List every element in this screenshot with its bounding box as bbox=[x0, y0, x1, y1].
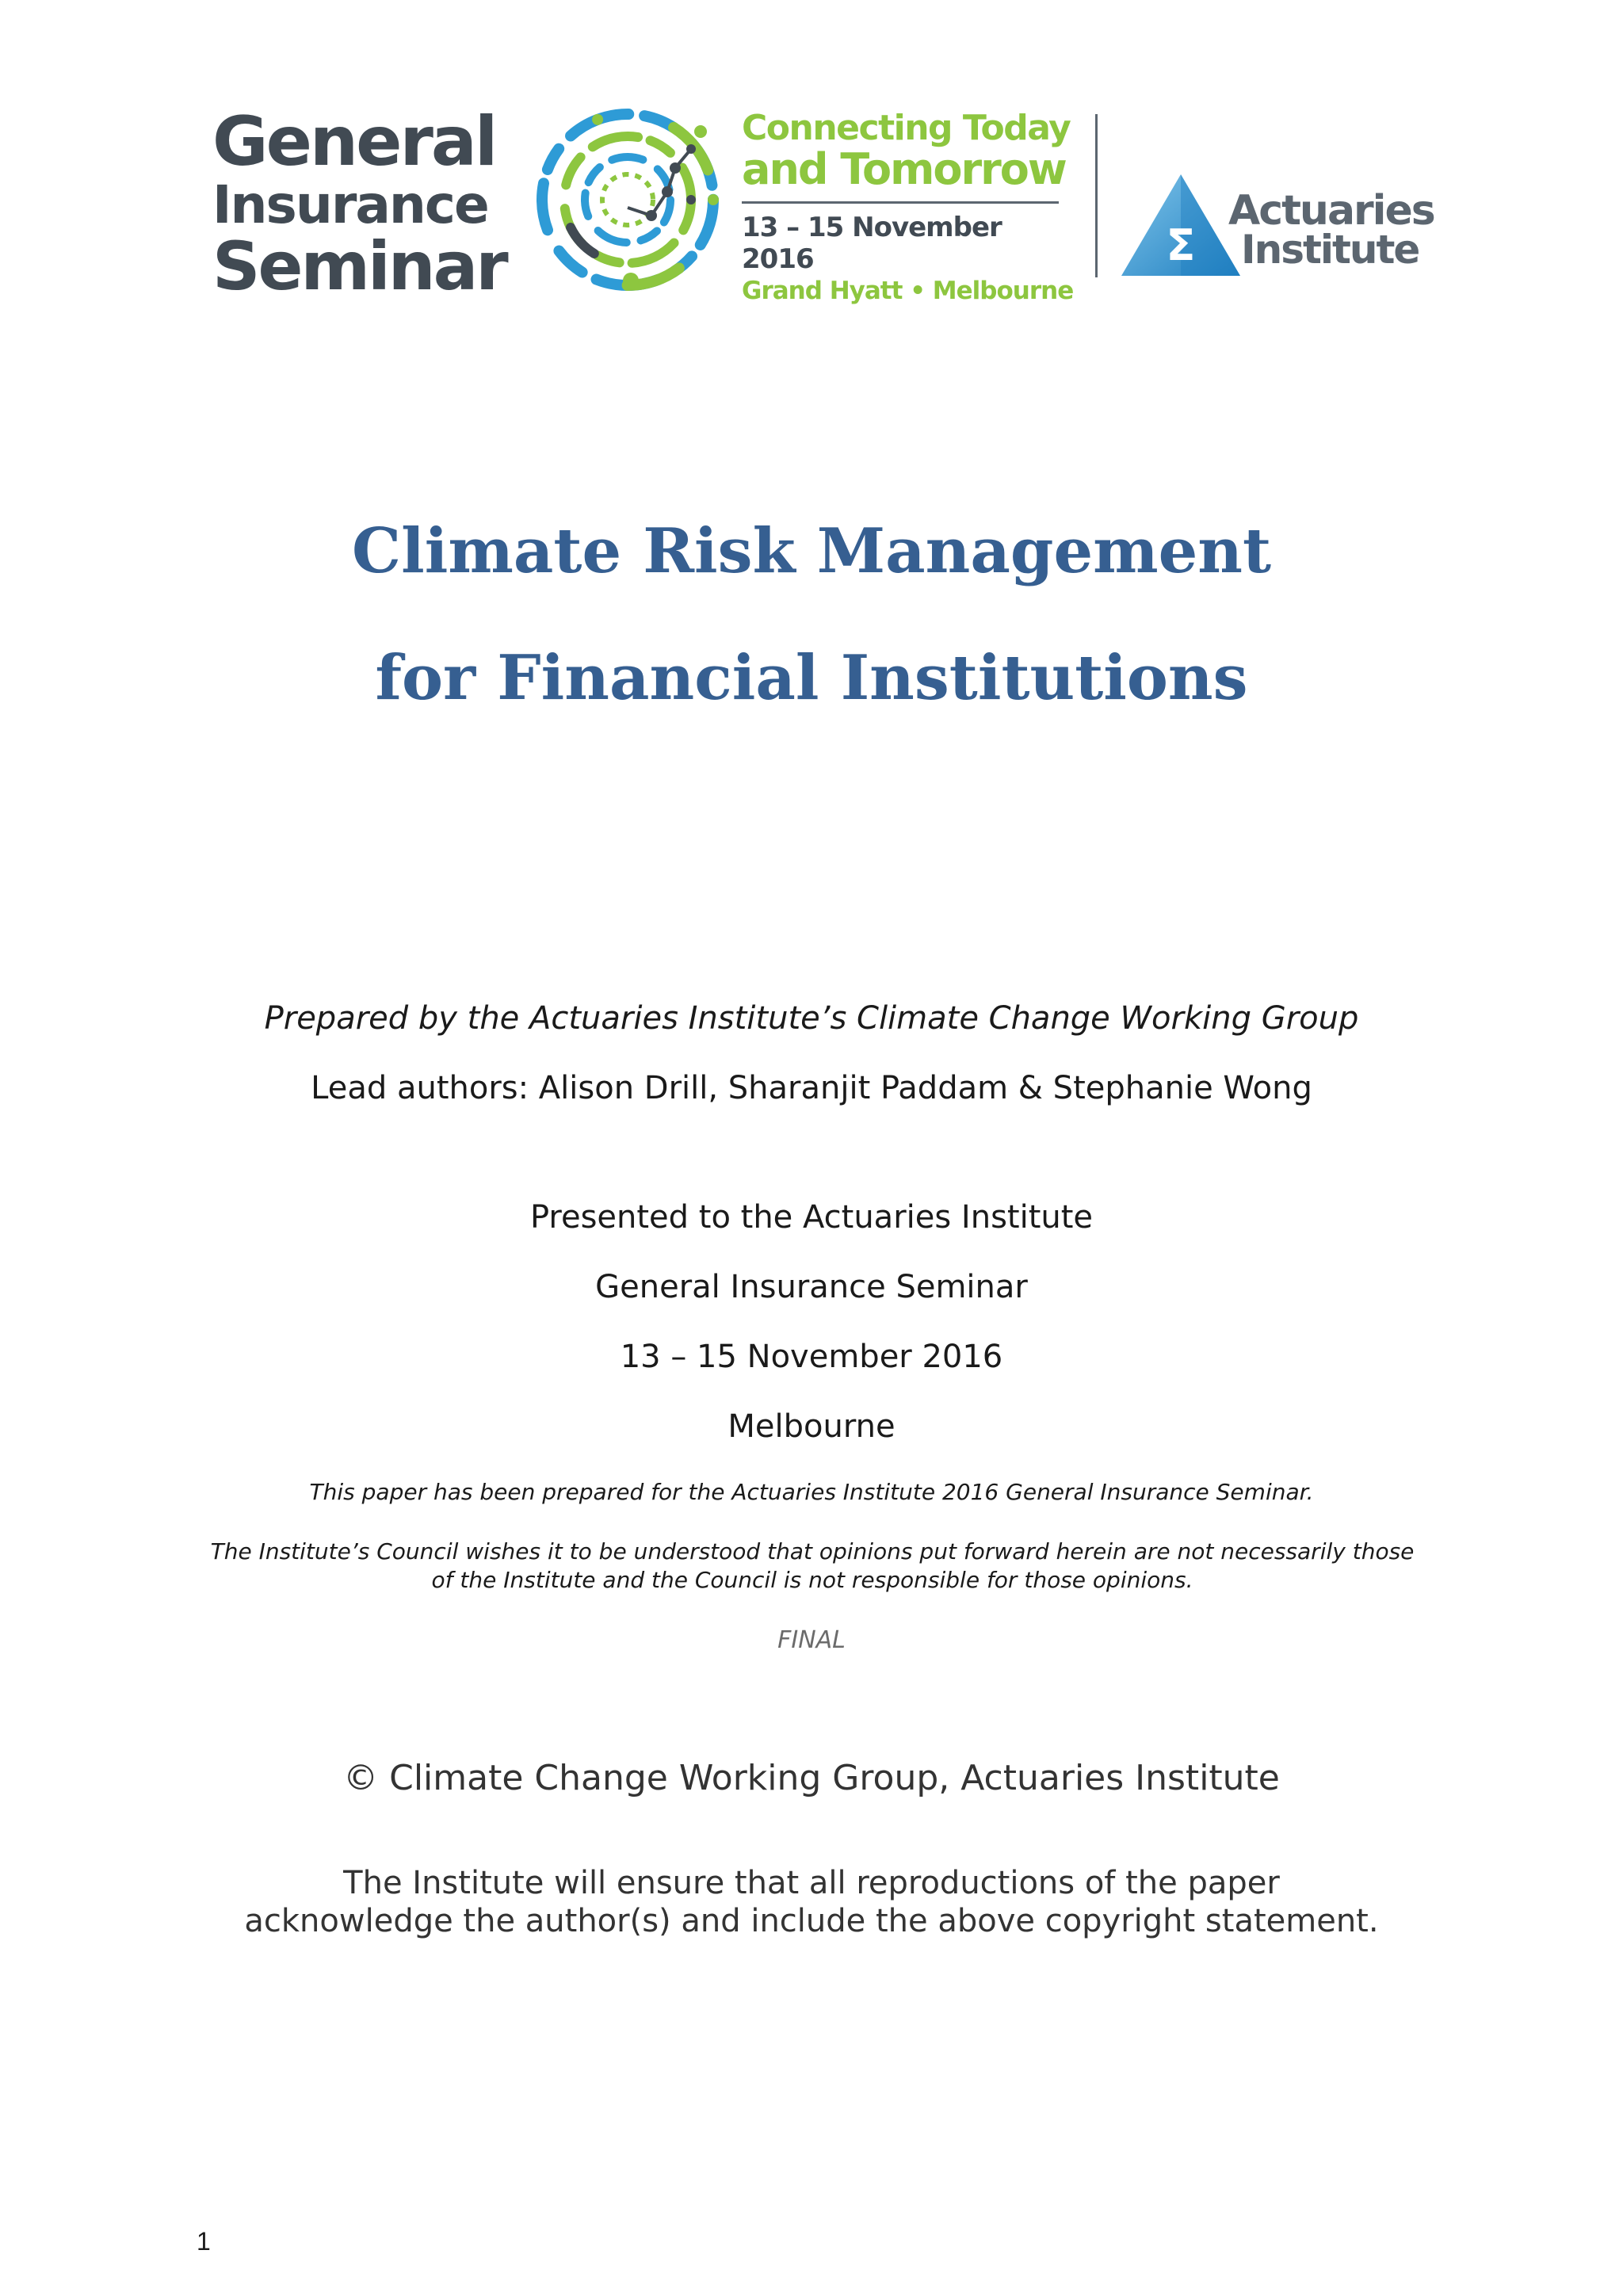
actuaries-institute-wordmark bbox=[1228, 187, 1434, 273]
reproduction-notice: The Institute will ensure that all reproductions of the paper acknowledge the author(s) and include the above copyright statement. bbox=[244, 1865, 1379, 1939]
event-tagline bbox=[742, 108, 1075, 194]
header-banner bbox=[206, 102, 1434, 305]
institute-wordmark-line-1: Actuaries bbox=[1228, 187, 1434, 235]
document-title bbox=[0, 488, 1623, 742]
lead-authors: Lead authors: Alison Drill, Sharanjit Paddam & Stephanie Wong bbox=[311, 1070, 1312, 1106]
prepared-by: Prepared by the Actuaries Institute’s Climate Change Working Group bbox=[264, 1000, 1359, 1037]
svg-text:Σ: Σ bbox=[1166, 220, 1196, 270]
general-insurance-seminar-logo bbox=[212, 102, 506, 305]
banner-divider bbox=[1095, 114, 1098, 277]
document-status: FINAL bbox=[777, 1626, 846, 1654]
copyright-statement: © Climate Change Working Group, Actuaries Institute bbox=[343, 1758, 1280, 1798]
actuaries-institute-sigma-icon bbox=[1117, 174, 1244, 277]
seminar-city: Melbourne bbox=[727, 1408, 896, 1445]
preparation-note: This paper has been prepared for the Actuaries Institute 2016 General Insurance Seminar. bbox=[309, 1479, 1314, 1505]
seminar-wordmark-line-2: Insurance bbox=[212, 174, 488, 235]
page-number: 1 bbox=[197, 2227, 211, 2256]
event-details bbox=[742, 108, 1075, 307]
seminar-name: General Insurance Seminar bbox=[595, 1269, 1028, 1305]
seminar-wordmark-line-3: Seminar bbox=[212, 227, 506, 305]
disclaimer-note: The Institute’s Council wishes it to be understood that opinions put forward herein are not necessarily those of the Institute and the Council is not responsible for those opinions. bbox=[210, 1538, 1415, 1593]
event-venue: Grand Hyatt • Melbourne bbox=[742, 277, 1074, 305]
seminar-dates: 13 – 15 November 2016 bbox=[620, 1339, 1003, 1375]
event-dates: 13 – 15 November 2016 bbox=[742, 212, 1002, 275]
title-line-2: for Financial Institutions bbox=[375, 642, 1248, 714]
tagline-divider bbox=[742, 201, 1059, 204]
seminar-emblem-icon bbox=[533, 105, 723, 295]
seminar-wordmark-line-1: General bbox=[212, 102, 496, 181]
tagline-line-1: Connecting Today bbox=[742, 108, 1071, 148]
institute-wordmark-line-2: Institute bbox=[1241, 227, 1419, 273]
presented-to: Presented to the Actuaries Institute bbox=[529, 1199, 1094, 1236]
title-line-1: Climate Risk Management bbox=[352, 515, 1271, 587]
tagline-line-2: and Tomorrow bbox=[742, 144, 1066, 194]
